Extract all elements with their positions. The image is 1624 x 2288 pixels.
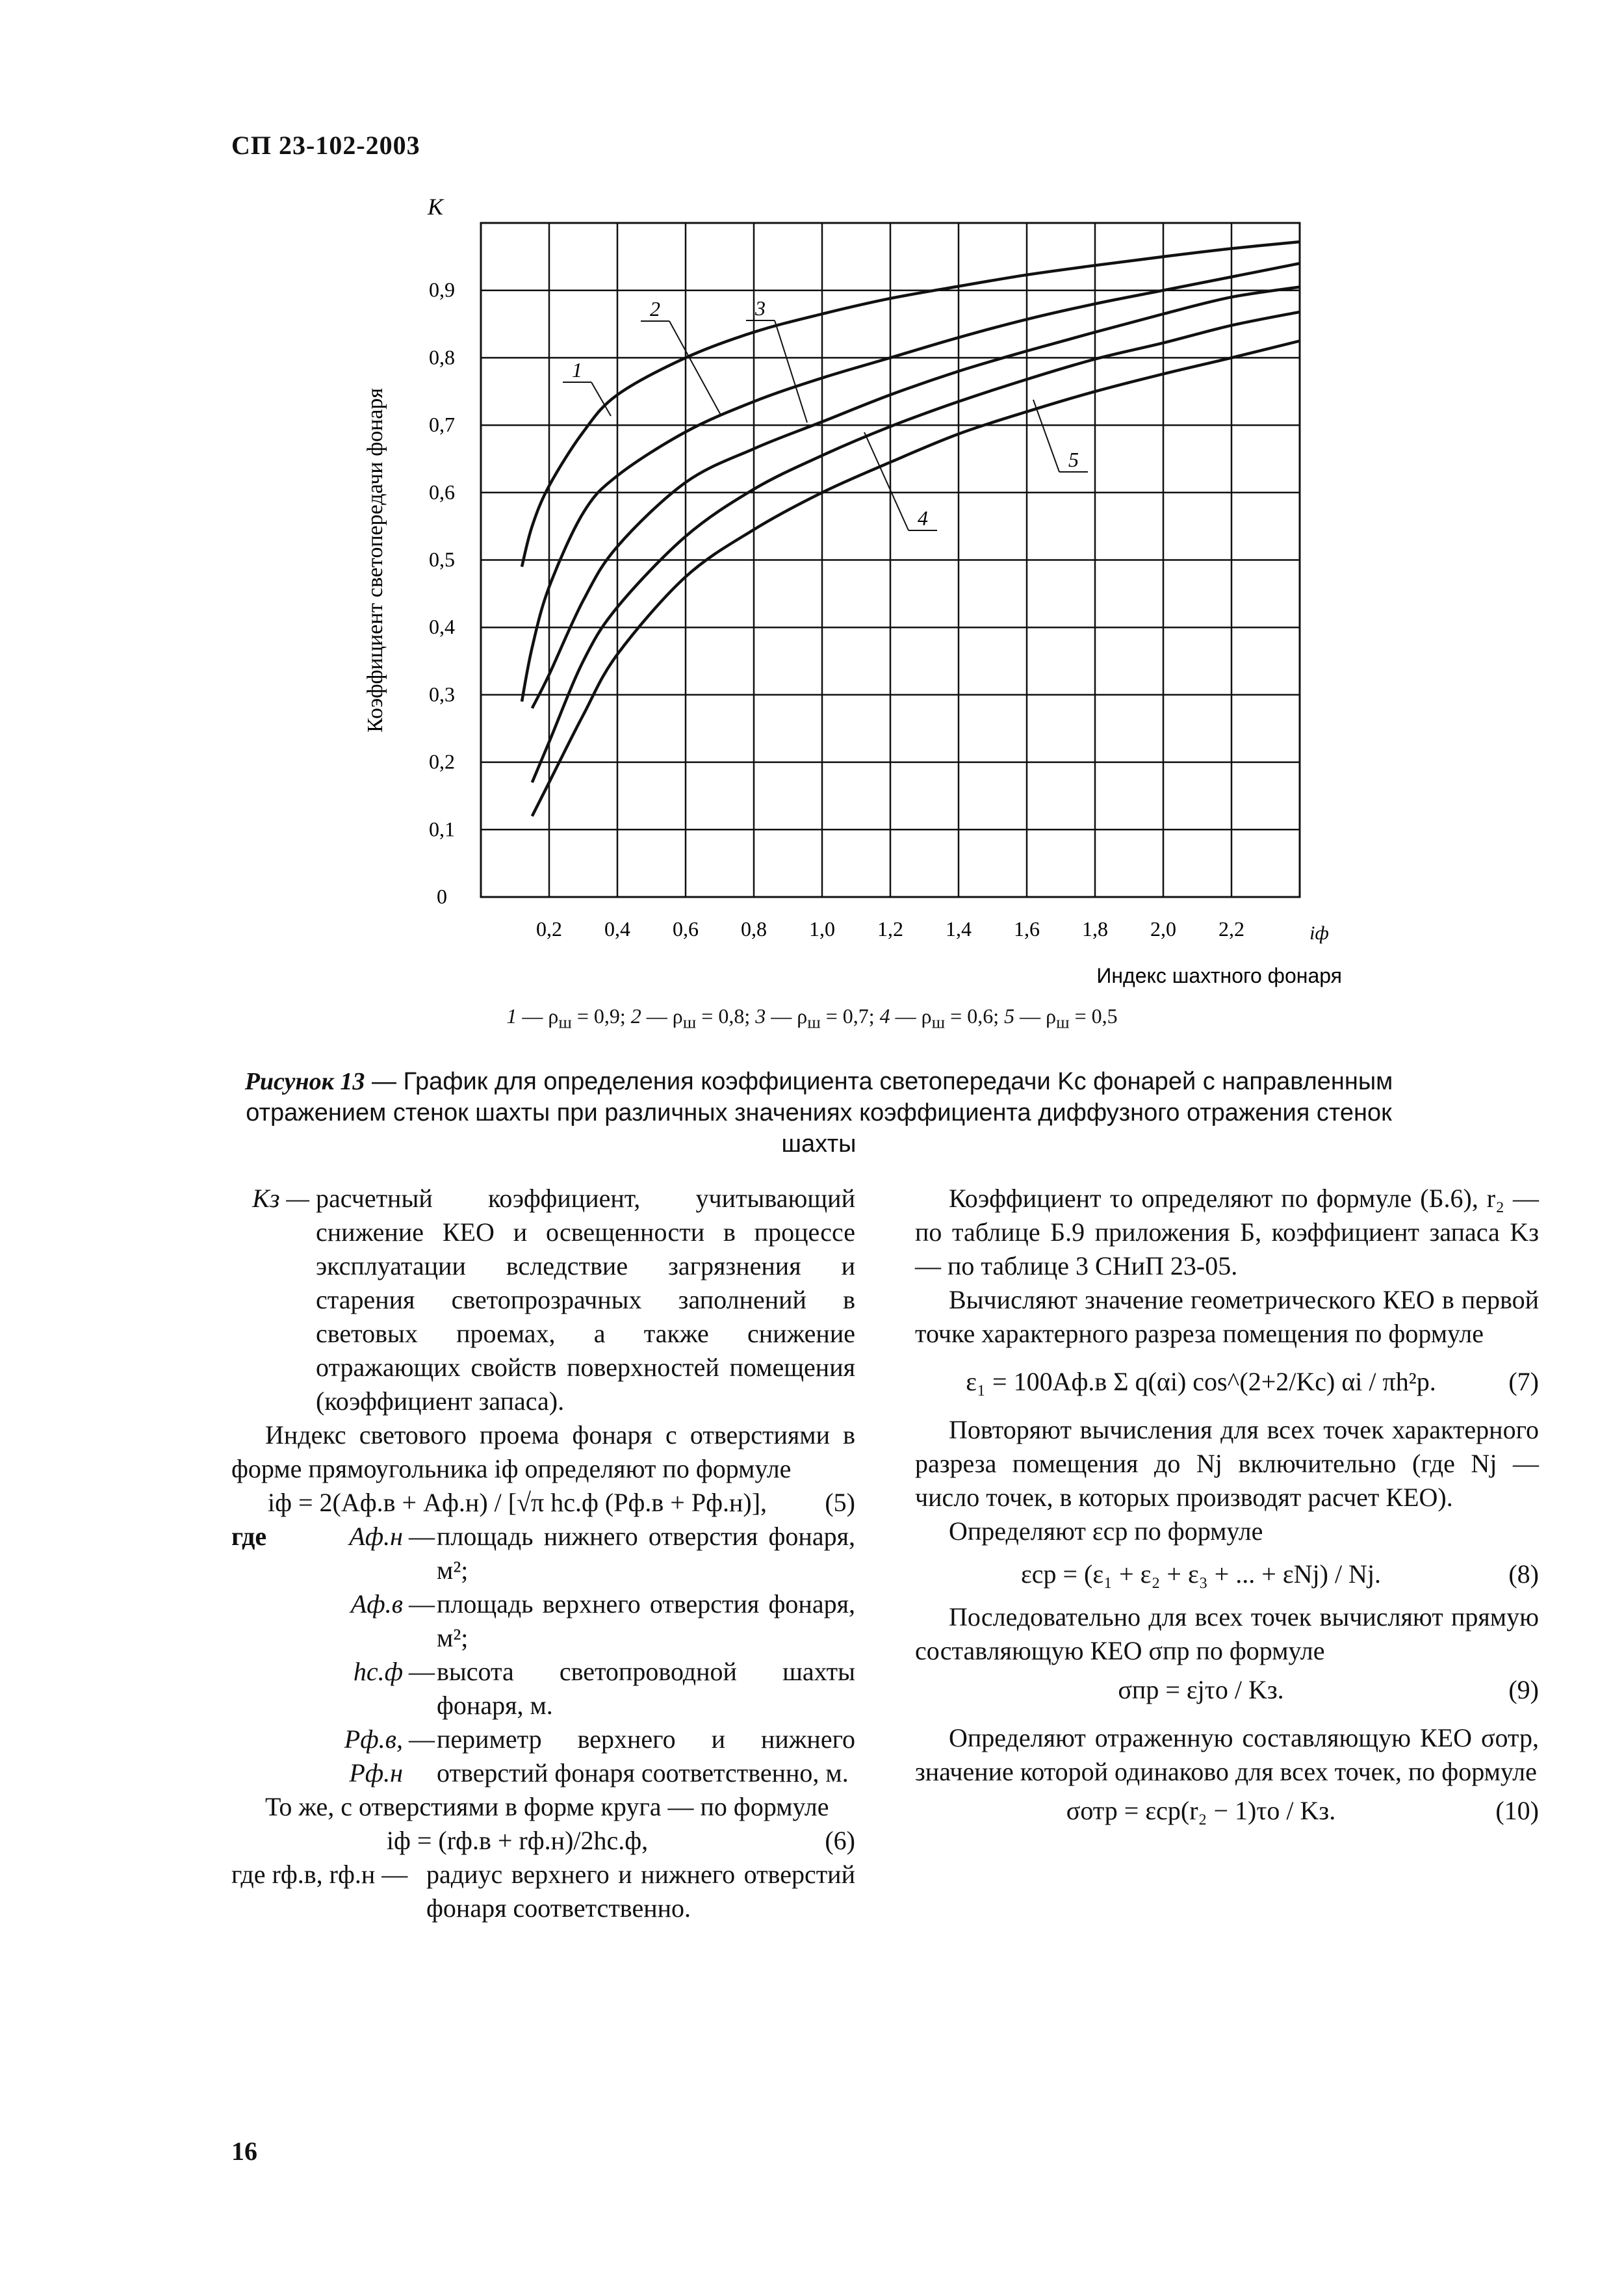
curve-label-2: 2 bbox=[650, 297, 660, 320]
curve-label-3: 3 bbox=[755, 296, 766, 320]
x-tick-label: 2,0 bbox=[1150, 917, 1176, 941]
x-tick-label: 1,8 bbox=[1082, 917, 1108, 941]
y-tick-label: 0,8 bbox=[429, 345, 455, 369]
legend-item-3: 3 — $\rho_ш = 0,7$; bbox=[755, 1004, 875, 1032]
figure-label: Рисунок 13 bbox=[244, 1068, 365, 1095]
x-tick-label: 0,4 bbox=[604, 917, 630, 941]
leader-line bbox=[775, 320, 807, 422]
legend-item-4: 4 — $\rho_ш = 0,6$; bbox=[879, 1004, 999, 1032]
legend-item-1: 1 — $\rho_ш = 0,9$; bbox=[506, 1004, 626, 1032]
paragraph-eps-avg: Определяют εср по формуле bbox=[949, 1516, 1263, 1546]
x-tick-label: 2,2 bbox=[1218, 917, 1244, 941]
left-column bbox=[231, 1182, 855, 1925]
paragraph-reflected: Определяют отраженную составляющую КЕО σотр, значение которой одинаково для всех точек, по формуле bbox=[915, 1723, 1539, 1786]
chart-ticks bbox=[429, 278, 1244, 941]
y-tick-label: 0,4 bbox=[429, 615, 455, 639]
chart-curves bbox=[522, 242, 1300, 816]
y-tick-label: 0 bbox=[437, 885, 447, 908]
right-column bbox=[915, 1182, 1539, 1833]
document-code: СП 23-102-2003 bbox=[231, 131, 420, 160]
x-axis-title: Индекс шахтного фонаря bbox=[1096, 964, 1342, 987]
legend-item-2: 2 — $\rho_ш = 0,8$; bbox=[630, 1004, 751, 1032]
y-tick-label: 0,1 bbox=[429, 817, 455, 841]
curve-4 bbox=[532, 312, 1300, 783]
formula-8: εср = (ε₁ + ε₂ + ε₃ + ... + εNj) / Nj. (8) bbox=[1020, 1559, 1539, 1589]
page-number: 16 bbox=[231, 2137, 257, 2166]
y-tick-label: 0,5 bbox=[429, 547, 455, 571]
x-tick-label: 0,6 bbox=[673, 917, 699, 941]
x-tick-label: 0,8 bbox=[741, 917, 767, 941]
x-axis-symbol: iф bbox=[1309, 922, 1329, 944]
curve-5 bbox=[532, 341, 1300, 816]
curve-2 bbox=[522, 263, 1300, 701]
paragraph-index-rect: Индекс светового проема фонаря с отверстиями в форме прямоугольника iф определяют по формуле bbox=[231, 1420, 855, 1483]
light-transmission-chart bbox=[0, 0, 1624, 994]
leader-line bbox=[864, 432, 909, 530]
formula-9: σпр = εjτо / Kз. (9) bbox=[1118, 1675, 1539, 1704]
formula-10: σотр = εср(r₂ − 1)τо / Kз. (10) bbox=[1066, 1796, 1539, 1825]
x-tick-label: 1,6 bbox=[1014, 917, 1040, 941]
paragraph-repeat: Повторяют вычисления для всех точек характерного разреза помещения до Nj включительно (где Nj — число точек, в которых производят расчет КЕО). bbox=[915, 1415, 1539, 1512]
figure-caption bbox=[221, 1066, 1417, 1160]
paragraph-geometric-keo: Вычисляют значение геометрического КЕО в первой точке характерного разреза помещения по формуле bbox=[915, 1285, 1539, 1348]
chart-labels bbox=[363, 194, 1342, 987]
x-tick-label: 1,2 bbox=[877, 917, 903, 941]
legend-item-5: 5 — $\rho_ш = 0,5$ bbox=[1004, 1004, 1118, 1032]
formula-7: ε₁ = 100Aф.в Σ q(αi) cos^(2+2/Kс) αi / πh²р. (7) bbox=[966, 1367, 1539, 1396]
y-tick-label: 0,2 bbox=[429, 749, 455, 774]
y-tick-label: 0,9 bbox=[429, 278, 455, 302]
y-axis-title: Коэффициент светопередачи фонаря bbox=[363, 387, 387, 733]
y-tick-label: 0,6 bbox=[429, 480, 455, 504]
k3-definition: Kз — расчетный коэффициент, учитывающий снижение КЕО и освещенности в процессе эксплуатации вследствие загрязнения и старения светопрозрачных заполнений в световых проемах, а также снижение отражающих свойств поверхностей помещения (коэффициент запаса). bbox=[252, 1184, 855, 1416]
y-tick-label: 0,7 bbox=[429, 413, 455, 437]
chart-grid bbox=[481, 223, 1300, 897]
x-tick-label: 1,0 bbox=[809, 917, 835, 941]
leader-line bbox=[669, 321, 721, 416]
paragraph-index-circle: То же, с отверстиями в форме круга — по формуле bbox=[265, 1792, 829, 1821]
chart-legend bbox=[0, 1004, 1624, 1032]
paragraph-direct: Последовательно для всех точек вычисляют прямую составляющую КЕО σпр по формуле bbox=[915, 1602, 1539, 1665]
radius-definition: где rф.в, rф.н — радиус верхнего и нижнего отверстий фонаря соответственно. bbox=[231, 1860, 855, 1923]
formula-6: iф = (rф.в + rф.н)/2hс.ф, (6) bbox=[386, 1826, 855, 1855]
leader-line bbox=[1033, 400, 1059, 472]
curve-label-4: 4 bbox=[918, 506, 928, 530]
x-tick-label: 0,2 bbox=[536, 917, 562, 941]
formula-5: iф = 2(Aф.в + Aф.н) / [√π hс.ф (Pф.в + Pф.н)], (5) bbox=[267, 1488, 855, 1517]
definitions-table: где Aф.н — площадь нижнего отверстия фонаря, м²; Aф.в — площадь верхнего отверстия фонаря, м²; hс.ф — высота светопроводной шахты фонаря, м. Pф.в, Pф.н — периметр верхнего и нижнего отверстий фонаря соответственно, м. bbox=[231, 1522, 855, 1788]
y-axis-symbol: K bbox=[427, 194, 444, 220]
curve-label-5: 5 bbox=[1068, 448, 1079, 471]
x-tick-label: 1,4 bbox=[946, 917, 972, 941]
paragraph-tau: Коэффициент τо определяют по формуле (Б.6), r₂ — по таблице Б.9 приложения Б, коэффициент запаса Kз — по таблице 3 СНиП 23-05. bbox=[915, 1184, 1539, 1280]
curve-label-1: 1 bbox=[572, 358, 582, 382]
y-tick-label: 0,3 bbox=[429, 682, 455, 706]
figure-caption-text: — График для определения коэффициента светопередачи Kс фонарей с направленным отражением стенок шахты при различных значениях коэффициента диффузного отражения стенок шахты bbox=[246, 1068, 1393, 1158]
